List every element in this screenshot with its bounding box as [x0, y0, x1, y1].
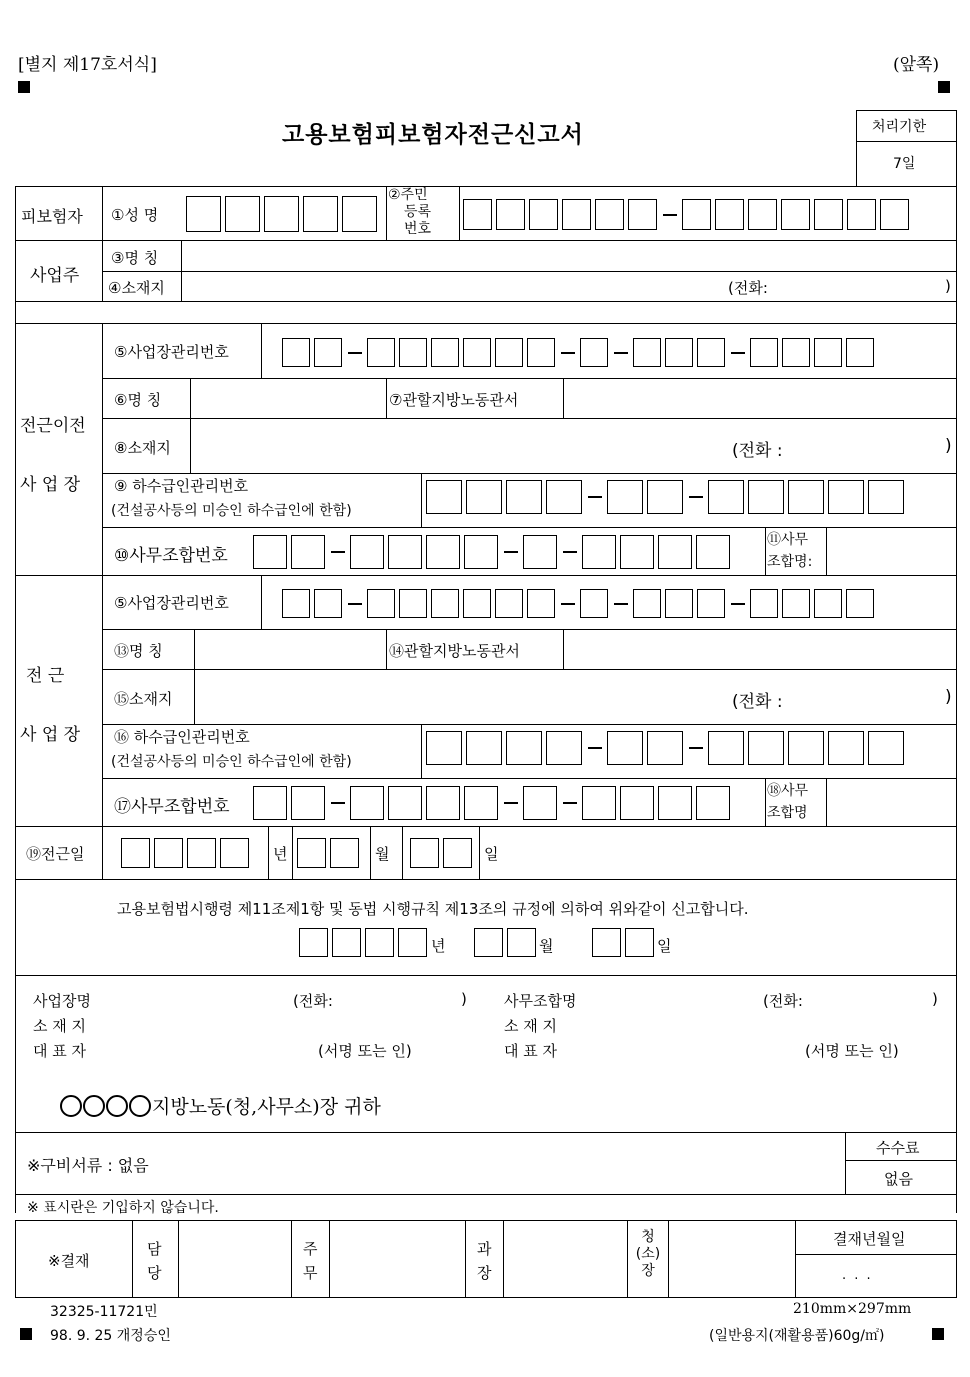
approval-note: ※ 표시란은 기입하지 않습니다.	[27, 1200, 219, 1216]
transfer-day-boxes[interactable]	[410, 838, 476, 868]
approval-label: ※결재	[48, 1252, 90, 1270]
deadline-value: 7일	[893, 156, 916, 172]
after-mgmt-boxes[interactable]	[282, 589, 878, 618]
rrn-label-line3: 번호	[404, 221, 432, 237]
transfer-year-label: 년	[273, 845, 288, 863]
sign-left-phone-open: (전화:	[293, 992, 333, 1010]
approval-director-2: (소)	[635, 1246, 661, 1262]
rrn-boxes[interactable]	[463, 199, 913, 230]
employer-phone-close: )	[945, 277, 951, 295]
before-subcontractor-boxes[interactable]	[426, 480, 908, 514]
sign-left-rep-label: 대 표 자	[33, 1042, 87, 1060]
corner-marker	[18, 81, 30, 93]
form-reference: [별지 제17호서식]	[18, 55, 157, 75]
blank-circle-icon	[106, 1095, 128, 1117]
before-address-label: ⑧소재지	[114, 439, 171, 457]
before-union-label: ⑩사무조합번호	[114, 546, 228, 566]
fee-value: 없음	[884, 1170, 913, 1188]
after-mgmt-label: ⑤사업장관리번호	[114, 594, 229, 612]
after-office-label: ⑭관할지방노동관서	[389, 642, 520, 660]
corner-marker	[938, 81, 950, 93]
after-union-boxes[interactable]	[253, 786, 734, 820]
after-union-name-line2: 조합명	[767, 805, 808, 821]
before-mgmt-label: ⑤사업장관리번호	[114, 343, 229, 361]
sign-right-address-label: 소 재 지	[504, 1017, 558, 1035]
before-name-label: ⑥명 칭	[114, 391, 162, 409]
after-union-name-label	[767, 780, 808, 824]
page-side-label: (앞쪽)	[893, 55, 940, 75]
after-address-label: ⑮소재지	[114, 690, 173, 708]
transfer-month-label: 월	[375, 845, 390, 863]
after-name-label: ⑬명 칭	[114, 642, 163, 660]
sign-right-name-label: 사무조합명	[504, 992, 577, 1010]
declaration-day-label: 일	[657, 937, 672, 955]
employer-address-label: ④소재지	[108, 279, 165, 297]
attachments-label: ※구비서류 : 없음	[27, 1156, 149, 1175]
blank-circle-icon	[60, 1095, 82, 1117]
declaration-day-boxes[interactable]	[592, 928, 658, 957]
approval-manager-2: 무	[303, 1264, 318, 1282]
before-subcontractor-label-1: ⑨ 하수급인관리번호	[114, 477, 249, 495]
corner-marker	[20, 1328, 32, 1340]
after-union-name-line1: ⑱사무	[767, 783, 809, 799]
declaration-text: 고용보험법시행령 제11조제1항 및 동법 시행규칙 제13조의 규정에 의하여 위와같이 신고합니다.	[117, 900, 749, 918]
before-subcontractor-label-2: (건설공사등의 미승인 하수급인에 한함)	[111, 503, 352, 519]
before-union-boxes[interactable]	[253, 535, 734, 569]
employer-section-label: 사업주	[30, 266, 80, 286]
sign-left-phone-close: )	[461, 990, 467, 1008]
footer-paper-spec: (일반용지(재활용품)60g/㎡)	[709, 1328, 885, 1344]
approval-director-1: 청	[641, 1229, 655, 1245]
employer-name-label: ③명 칭	[111, 249, 159, 267]
after-subcontractor-label-2: (건설공사등의 미승인 하수급인에 한함)	[111, 754, 352, 770]
employer-phone-open: (전화:	[728, 279, 768, 297]
approval-col-staff	[147, 1237, 162, 1285]
declaration-year-boxes[interactable]	[299, 928, 431, 957]
after-section-label-2: 사 업 장	[20, 725, 81, 745]
after-phone-open: (전화 :	[732, 692, 783, 712]
before-section-label-1: 전근이전	[20, 416, 86, 436]
approval-col-director	[633, 1229, 663, 1280]
blank-circle-icon	[83, 1095, 105, 1117]
rrn-label-line1: ②주민	[388, 187, 428, 203]
after-section-label-1: 전 근	[26, 666, 65, 686]
approval-chief-1: 과	[477, 1240, 492, 1258]
before-union-name-line2: 조합명:	[767, 554, 813, 570]
before-union-name-label	[767, 529, 812, 573]
approval-manager-1: 주	[303, 1240, 318, 1258]
approval-staff-2: 당	[147, 1264, 162, 1282]
sign-right-rep-label: 대 표 자	[504, 1042, 558, 1060]
before-phone-open: (전화 :	[732, 441, 783, 461]
declaration-month-boxes[interactable]	[474, 928, 540, 957]
addressee-line	[60, 1092, 381, 1119]
insured-name-label: ①성 명	[111, 206, 159, 224]
after-union-label: ⑰사무조합번호	[114, 797, 230, 817]
sign-right-signature: (서명 또는 인)	[805, 1042, 899, 1060]
deadline-label: 처리기한	[872, 119, 927, 135]
footer-paper-size: 210mm×297mm	[793, 1301, 912, 1317]
declaration-year-label: 년	[431, 937, 446, 955]
sign-right-phone-close: )	[932, 990, 938, 1008]
footer-approval-date: 98. 9. 25 개정승인	[50, 1328, 171, 1344]
approval-director-3: 장	[641, 1263, 655, 1279]
before-section-label-2: 사 업 장	[20, 475, 81, 495]
approval-col-manager	[303, 1237, 318, 1285]
before-union-name-line1: ⑪사무	[767, 532, 809, 548]
rrn-label-line2: 등록	[404, 204, 432, 220]
insured-section-label: 피보험자	[21, 207, 83, 226]
sign-left-address-label: 소 재 지	[33, 1017, 87, 1035]
after-subcontractor-boxes[interactable]	[426, 731, 908, 765]
rrn-label	[388, 187, 431, 238]
approval-chief-2: 장	[477, 1264, 492, 1282]
sign-right-phone-open: (전화:	[763, 992, 803, 1010]
approval-col-section-chief	[477, 1237, 492, 1285]
transfer-day-label: 일	[484, 845, 499, 863]
sign-left-name-label: 사업장명	[33, 992, 91, 1010]
footer-form-code: 32325-11721민	[50, 1304, 158, 1320]
transfer-date-label: ⑲전근일	[26, 845, 85, 863]
approval-date-dots: . . .	[842, 1268, 873, 1283]
before-mgmt-boxes[interactable]	[282, 338, 878, 367]
insured-name-boxes[interactable]	[186, 196, 381, 232]
before-phone-close: )	[945, 436, 952, 456]
fee-label: 수수료	[876, 1139, 920, 1157]
declaration-month-label: 월	[539, 937, 554, 955]
after-phone-close: )	[945, 687, 952, 707]
approval-date-label: 결재년월일	[833, 1230, 906, 1248]
corner-marker	[932, 1328, 944, 1340]
after-subcontractor-label-1: ⑯ 하수급인관리번호	[114, 728, 250, 746]
before-office-label: ⑦관할지방노동관서	[389, 391, 519, 409]
transfer-year-boxes[interactable]	[121, 838, 253, 868]
transfer-month-boxes[interactable]	[297, 838, 363, 868]
approval-staff-1: 담	[147, 1240, 162, 1258]
form-title: 고용보험피보험자전근신고서	[282, 121, 584, 148]
blank-circle-icon	[129, 1095, 151, 1117]
sign-left-signature: (서명 또는 인)	[318, 1042, 412, 1060]
addressee-text: 지방노동(청,사무소)장 귀하	[152, 1096, 381, 1118]
